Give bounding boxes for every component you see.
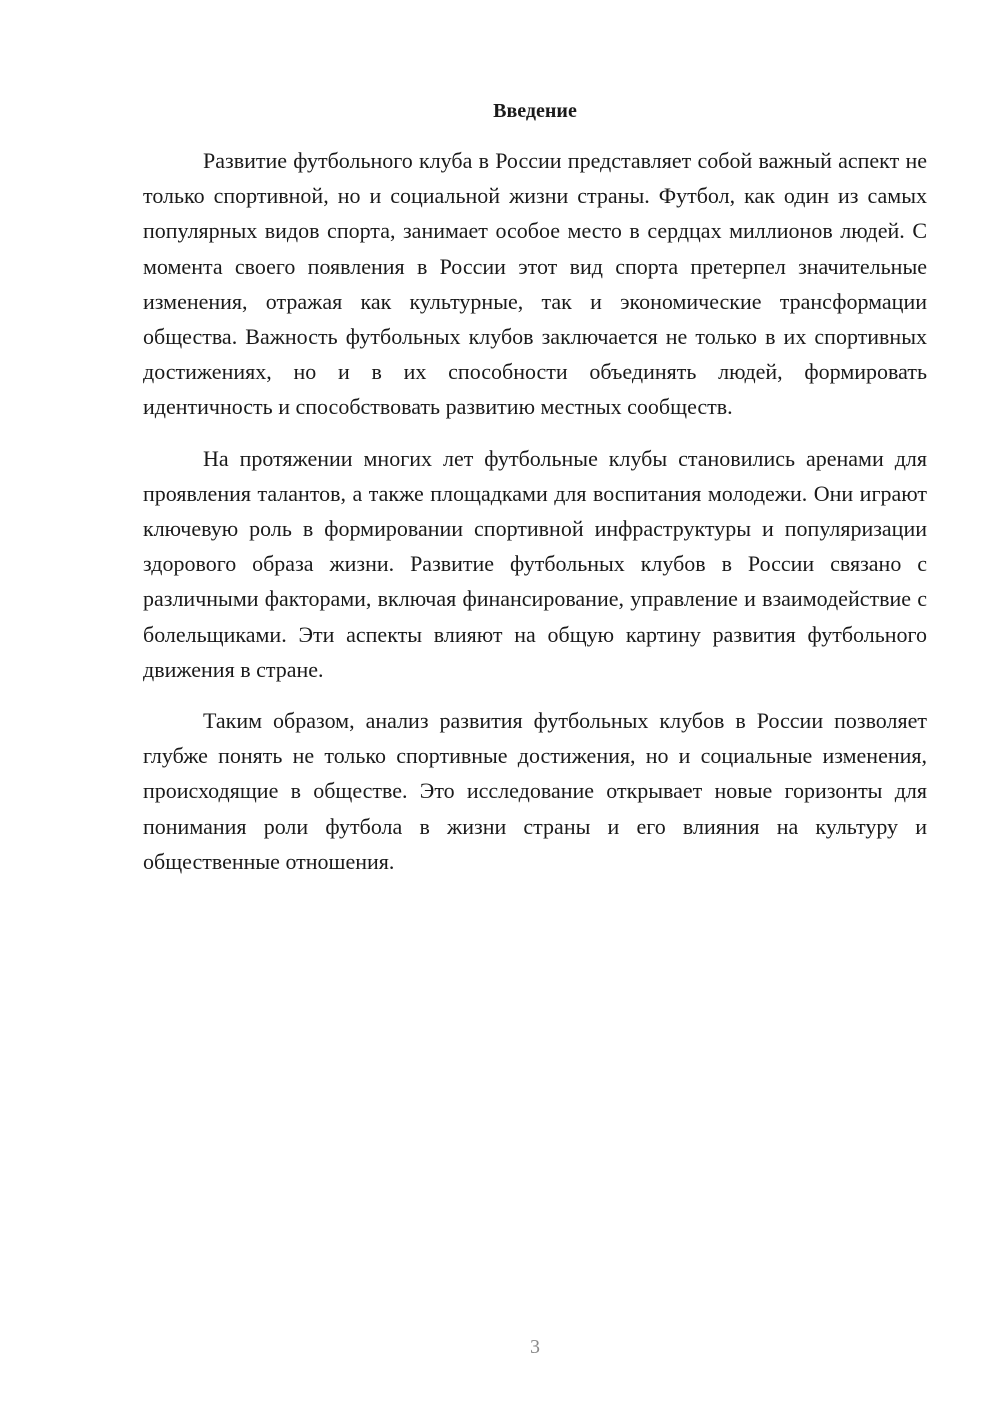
- paragraph-1: Развитие футбольного клуба в России представляет собой важный аспект не только спортивной, но и социальной жизни страны. Футбол, как один из самых популярных видов спорта, занимает особое место в сердцах миллионов людей. С момента своего появления в России этот вид спорта претерпел значительные изменения, отражая как культурные, так и экономические трансформации общества. Важность футбольных клубов заключается не только в их спортивных достижениях, но и в их способности объединять людей, формировать идентичность и способствовать развитию местных сообществ.: [143, 148, 927, 420]
- body-text: [143, 143, 927, 895]
- paragraph-2: На протяжении многих лет футбольные клубы становились аренами для проявления талантов, а также площадками для воспитания молодежи. Они играют ключевую роль в формировании спортивной инфраструктуры и популяризации здорового образа жизни. Развитие футбольных клубов в России связано с различными факторами, включая финансирование, управление и взаимодействие с болельщиками. Эти аспекты влияют на общую картину развития футбольного движения в стране.: [143, 445, 927, 682]
- page-number: 3: [530, 1336, 540, 1358]
- section-heading: Введение: [493, 100, 577, 122]
- paragraph-3: Таким образом, анализ развития футбольных клубов в России позволяет глубже понять не только спортивные достижения, но и социальные изменения, происходящие в обществе. Это исследование открывает новые горизонты для понимания роли футбола в жизни страны и его влияния на культуру и общественные отношения.: [143, 708, 927, 874]
